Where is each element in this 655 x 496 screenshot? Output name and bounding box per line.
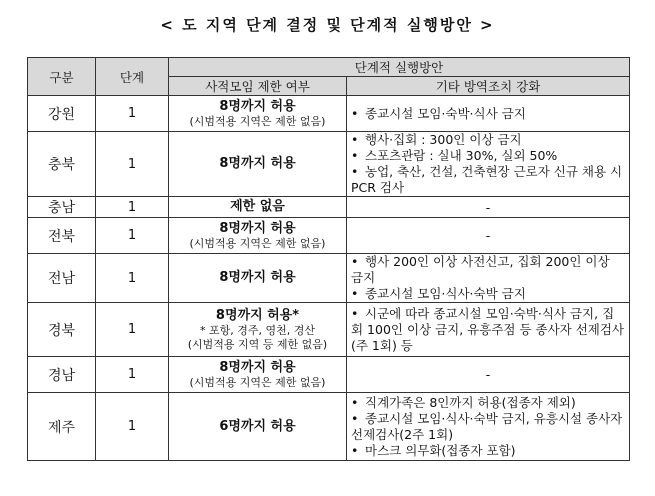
header-level: 단계 [96, 58, 169, 96]
level-cell: 1 [96, 197, 169, 218]
region-cell: 전남 [28, 254, 96, 303]
region-cell: 충남 [28, 197, 96, 218]
gathering-note: (시범적용 지역은 제한 없음) [189, 114, 326, 128]
gathering-limit: 8명까지 허용 [219, 98, 296, 114]
other-measures-cell [347, 218, 630, 254]
region-cell: 충북 [28, 132, 96, 197]
bullet-icon: • [351, 394, 359, 410]
bullet-icon: • [351, 286, 359, 301]
measure-item [351, 443, 625, 459]
level-cell: 1 [96, 254, 169, 303]
empty-dash: - [485, 199, 491, 215]
measure-item [351, 132, 625, 148]
measure-text: 농업, 축산, 건설, 건축현장 근로자 신규 채용 시 PCR 검사 [351, 164, 623, 195]
other-measures-cell [347, 357, 630, 393]
header-other: 기타 방역조치 강화 [347, 77, 630, 96]
gathering-cell [169, 96, 347, 132]
empty-dash: - [485, 228, 491, 243]
measure-text: 시군에 따라 종교시설 모임·숙박·식사 금지, 집회 100인 이상 금지, 유흥주점 등 종사자 선제검사(주 1회) 등 [351, 305, 624, 353]
measure-text: 종교시설 모임·식사·숙박 금지 [365, 286, 526, 301]
measure-item [351, 164, 625, 196]
measure-text: 종교시설 모임·식사·숙박 금지, 유흥시설 종사자 선제검사(2주 1회) [351, 410, 623, 442]
measures-table [27, 57, 630, 461]
gathering-limit: 8명까지 허용* [215, 307, 300, 323]
region-cell: 강원 [28, 96, 96, 132]
gathering-limit: 8명까지 허용 [219, 220, 296, 236]
gathering-note: * 포항, 경주, 영천, 경산 [200, 323, 315, 337]
other-measures-cell [347, 393, 630, 461]
region-cell: 전북 [28, 218, 96, 254]
header-gathering: 사적모임 제한 여부 [169, 77, 347, 96]
table-row [28, 132, 630, 197]
table-row [28, 254, 630, 303]
table-row [28, 96, 630, 132]
gathering-cell [169, 254, 347, 303]
bullet-icon: • [351, 442, 359, 458]
measure-text: 스포츠관람 : 실내 30%, 실외 50% [365, 148, 558, 163]
gathering-limit: 8명까지 허용 [219, 270, 296, 285]
measure-item [351, 395, 625, 411]
measure-item [351, 306, 625, 354]
level-cell: 1 [96, 393, 169, 461]
level-cell: 1 [96, 303, 169, 357]
measure-item [351, 254, 625, 286]
gathering-cell [169, 357, 347, 393]
gathering-limit: 6명까지 허용 [219, 418, 296, 434]
other-measures-cell [347, 197, 630, 218]
region-cell: 제주 [28, 393, 96, 461]
bullet-icon: • [351, 105, 359, 121]
measure-item [351, 286, 625, 302]
header-measures: 단계적 실행방안 [169, 58, 630, 77]
gathering-note: (시범적용 지역은 제한 없음) [189, 236, 326, 250]
table-row [28, 357, 630, 393]
measure-item [351, 106, 625, 122]
empty-dash: - [485, 367, 491, 382]
region-cell: 경남 [28, 357, 96, 393]
level-cell: 1 [96, 218, 169, 254]
other-measures-cell [347, 303, 630, 357]
bullet-icon: • [351, 254, 359, 269]
measure-text: 행사·집회 : 300인 이상 금지 [365, 132, 522, 147]
other-measures-cell [347, 96, 630, 132]
gathering-note: (시범적용 지역은 제한 없음) [189, 375, 326, 389]
measure-item [351, 411, 625, 443]
page-title: < 도 지역 단계 결정 및 단계적 실행방안 > [160, 16, 495, 34]
table-row [28, 303, 630, 357]
gathering-limit: 8명까지 허용 [219, 359, 296, 375]
measure-item [351, 148, 625, 164]
header-region: 구분 [28, 58, 96, 96]
region-cell: 경북 [28, 303, 96, 357]
table-row [28, 218, 630, 254]
gathering-cell [169, 132, 347, 197]
gathering-cell [169, 197, 347, 218]
level-cell: 1 [96, 96, 169, 132]
bullet-icon: • [351, 305, 359, 321]
level-cell: 1 [96, 357, 169, 393]
gathering-limit: 제한 없음 [230, 199, 285, 214]
gathering-note: (시범적용 지역 등 제한 없음) [187, 337, 328, 351]
measure-text: 행사 200인 이상 사전신고, 집회 200인 이상 금지 [351, 254, 610, 285]
other-measures-cell [347, 132, 630, 197]
gathering-cell [169, 218, 347, 254]
level-cell: 1 [96, 132, 169, 197]
measure-text: 마스크 의무화(접종자 포함) [365, 442, 516, 458]
table-row [28, 197, 630, 218]
bullet-icon: • [351, 148, 359, 163]
table-row [28, 393, 630, 461]
measure-text: 종교시설 모임·숙박·식사 금지 [365, 105, 526, 121]
other-measures-cell [347, 254, 630, 303]
bullet-icon: • [351, 410, 359, 426]
bullet-icon: • [351, 164, 359, 179]
gathering-cell [169, 393, 347, 461]
gathering-cell [169, 303, 347, 357]
bullet-icon: • [351, 132, 359, 147]
gathering-limit: 8명까지 허용 [219, 156, 296, 171]
measure-text: 직계가족은 8인까지 허용(접종자 제외) [365, 394, 576, 410]
